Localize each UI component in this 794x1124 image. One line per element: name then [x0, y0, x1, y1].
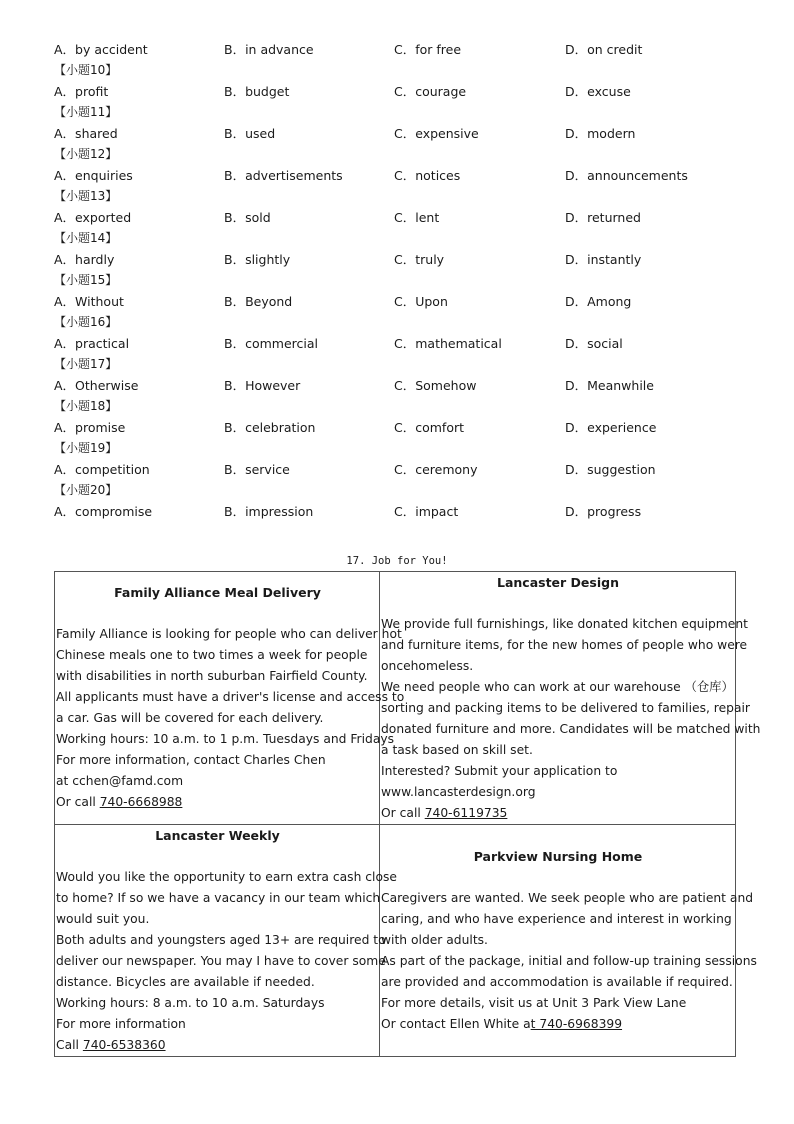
ad-text-line: Caregivers are wanted. We seek people who are patient and — [381, 891, 754, 905]
question-label-row — [54, 480, 754, 501]
question-options-row — [54, 123, 754, 144]
ad-contact — [56, 792, 379, 813]
ad-contact — [381, 1014, 735, 1035]
option-a: A．enquiries — [54, 168, 133, 183]
option-b: B．in advance — [224, 42, 314, 57]
question-options-row — [54, 39, 754, 60]
ad-text-line: donated furniture and more. Candidates will be matched with — [381, 722, 761, 736]
question-label-row — [54, 312, 754, 333]
question-label-row — [54, 186, 754, 207]
phone-number: 740-6119735 — [424, 806, 508, 820]
question-label-row — [54, 396, 754, 417]
ad-lancaster-weekly — [55, 825, 397, 1057]
option-b: B．However — [224, 378, 301, 393]
option-a: A．compromise — [54, 504, 153, 519]
question-label-row — [54, 228, 754, 249]
ad-text-line: Working hours: 10 a.m. to 1 p.m. Tuesdays and Fridays — [56, 732, 395, 746]
option-c: C．for free — [394, 42, 462, 57]
ad-title: Family Alliance Meal Delivery — [114, 585, 321, 600]
option-b: B．commercial — [224, 336, 318, 351]
question-number: 【小题11】 — [54, 105, 118, 119]
question-options-row — [54, 207, 754, 228]
ad-text-line: to home? If so we have a vacancy in our team which — [56, 891, 381, 905]
ad-text-line: at cchen@famd.com — [56, 774, 184, 788]
option-d: D．modern — [565, 126, 636, 141]
ad-text-line: For more information — [56, 1017, 186, 1031]
option-c: C．Somehow — [394, 378, 477, 393]
option-d: D．social — [565, 336, 623, 351]
ad-text-line: a car. Gas will be covered for each delivery. — [56, 711, 324, 725]
ad-title: Lancaster Design — [497, 575, 619, 590]
ad-text-line: All applicants must have a driver's license and access to — [56, 690, 405, 704]
option-c: C．courage — [394, 84, 467, 99]
phone-number: 740-6668988 — [99, 795, 183, 809]
ad-parkview-nursing-home — [380, 825, 757, 1057]
option-a: A．Otherwise — [54, 378, 139, 393]
question-options-list — [54, 39, 754, 522]
option-b: B．sold — [224, 210, 271, 225]
option-c: C．Upon — [394, 294, 448, 309]
option-c: C．impact — [394, 504, 459, 519]
ad-body — [56, 867, 397, 1035]
option-c: C．comfort — [394, 420, 465, 435]
question-number: 【小题12】 — [54, 147, 118, 161]
ad-contact — [56, 1035, 379, 1056]
option-d: D．Among — [565, 294, 632, 309]
ad-text-line: and furniture items, for the new homes of people who were — [381, 638, 748, 652]
ad-body — [381, 888, 757, 1014]
ad-text-line: Both adults and youngsters aged 13+ are required to — [56, 933, 386, 947]
option-b: B．celebration — [224, 420, 316, 435]
option-d: D．excuse — [565, 84, 631, 99]
ad-text-line: Interested? Submit your application to — [381, 764, 618, 778]
question-options-row — [54, 291, 754, 312]
option-a: A．profit — [54, 84, 109, 99]
ad-text-line: are provided and accommodation is available if required. — [381, 975, 733, 989]
option-c: C．ceremony — [394, 462, 478, 477]
option-d: D．announcements — [565, 168, 688, 183]
ad-text-line: For more information, contact Charles Chen — [56, 753, 326, 767]
option-c: C．expensive — [394, 126, 479, 141]
ad-text-line: oncehomeless. — [381, 659, 474, 673]
table-row — [55, 825, 736, 1057]
question-label-row — [54, 438, 754, 459]
option-c: C．mathematical — [394, 336, 502, 351]
option-b: B．used — [224, 126, 276, 141]
option-a: A．exported — [54, 210, 132, 225]
option-a: A．shared — [54, 126, 118, 141]
question-options-row — [54, 249, 754, 270]
option-c: C．truly — [394, 252, 445, 267]
ad-text-line: Family Alliance is looking for people who can deliver hot — [56, 627, 402, 641]
question-number: 【小题13】 — [54, 189, 118, 203]
option-c: C．lent — [394, 210, 440, 225]
question-options-row — [54, 501, 754, 522]
ad-lancaster-design — [380, 572, 761, 825]
option-b: B．advertisements — [224, 168, 343, 183]
option-c: C．notices — [394, 168, 461, 183]
ad-text-line: caring, and who have experience and interest in working — [381, 912, 732, 926]
question-options-row — [54, 375, 754, 396]
contact-prefix: Or contact Ellen White a — [381, 1017, 531, 1031]
question-number: 【小题18】 — [54, 399, 118, 413]
ad-text-line: Working hours: 8 a.m. to 10 a.m. Saturdays — [56, 996, 325, 1010]
question-label-row — [54, 354, 754, 375]
question-number: 【小题10】 — [54, 63, 118, 77]
question-number: 【小题16】 — [54, 315, 118, 329]
option-d: D．experience — [565, 420, 657, 435]
ad-text-line: with older adults. — [381, 933, 488, 947]
option-a: A．promise — [54, 420, 126, 435]
contact-prefix: Or call — [56, 795, 100, 809]
ad-contact — [381, 803, 735, 824]
ad-text-line: deliver our newspaper. You may I have to cover some — [56, 954, 386, 968]
ad-body — [381, 614, 761, 803]
ad-text-line: Would you like the opportunity to earn extra cash close — [56, 870, 397, 884]
ad-family-alliance — [55, 572, 405, 825]
ad-text-line: For more details, visit us at Unit 3 Park View Lane — [381, 996, 687, 1010]
contact-prefix: Or call — [381, 806, 425, 820]
option-b: B．Beyond — [224, 294, 293, 309]
ad-text-line: We need people who can work at our warehouse （仓库） — [381, 680, 734, 694]
option-d: D．suggestion — [565, 462, 656, 477]
option-a: A．competition — [54, 462, 150, 477]
question-options-row — [54, 333, 754, 354]
question-number: 【小题19】 — [54, 441, 118, 455]
option-a: A．practical — [54, 336, 130, 351]
option-b: B．service — [224, 462, 290, 477]
ad-text-line: Chinese meals one to two times a week for people — [56, 648, 368, 662]
option-d: D．instantly — [565, 252, 642, 267]
question-options-row — [54, 459, 754, 480]
section-title: 17. Job for You! — [346, 555, 448, 567]
question-label-row — [54, 102, 754, 123]
question-options-row — [54, 165, 754, 186]
question-label-row — [54, 270, 754, 291]
phone-number: 740-6538360 — [82, 1038, 166, 1052]
question-number: 【小题14】 — [54, 231, 118, 245]
contact-prefix: Call — [56, 1038, 83, 1052]
ad-title: Parkview Nursing Home — [473, 849, 643, 864]
question-number: 【小题20】 — [54, 483, 118, 497]
option-b: B．budget — [224, 84, 290, 99]
phone-number: t 740-6968399 — [530, 1017, 623, 1031]
ad-text-line: with disabilities in north suburban Fairfield County. — [56, 669, 368, 683]
option-d: D．on credit — [565, 42, 643, 57]
option-d: D．progress — [565, 504, 642, 519]
ad-body — [56, 624, 405, 792]
option-a: A．by accident — [54, 42, 148, 57]
question-number: 【小题15】 — [54, 273, 118, 287]
ad-text-line: www.lancasterdesign.org — [381, 785, 536, 799]
table-row — [55, 572, 736, 825]
option-b: B．slightly — [224, 252, 291, 267]
job-ads-table — [54, 571, 761, 1057]
question-number: 【小题17】 — [54, 357, 118, 371]
question-options-row — [54, 417, 754, 438]
ad-text-line: a task based on skill set. — [381, 743, 533, 757]
option-d: D．returned — [565, 210, 641, 225]
question-options-row — [54, 81, 754, 102]
ad-text-line: would suit you. — [56, 912, 150, 926]
option-a: A．hardly — [54, 252, 115, 267]
option-a: A．Without — [54, 294, 124, 309]
ad-text-line: sorting and packing items to be delivered to families, repair — [381, 701, 750, 715]
ad-text-line: distance. Bicycles are available if needed. — [56, 975, 315, 989]
ad-text-line: As part of the package, initial and follow-up training sessions — [381, 954, 757, 968]
ad-title: Lancaster Weekly — [155, 828, 280, 843]
question-label-row — [54, 144, 754, 165]
option-d: D．Meanwhile — [565, 378, 654, 393]
question-label-row — [54, 60, 754, 81]
ad-text-line: We provide full furnishings, like donated kitchen equipment — [381, 617, 748, 631]
option-b: B．impression — [224, 504, 314, 519]
